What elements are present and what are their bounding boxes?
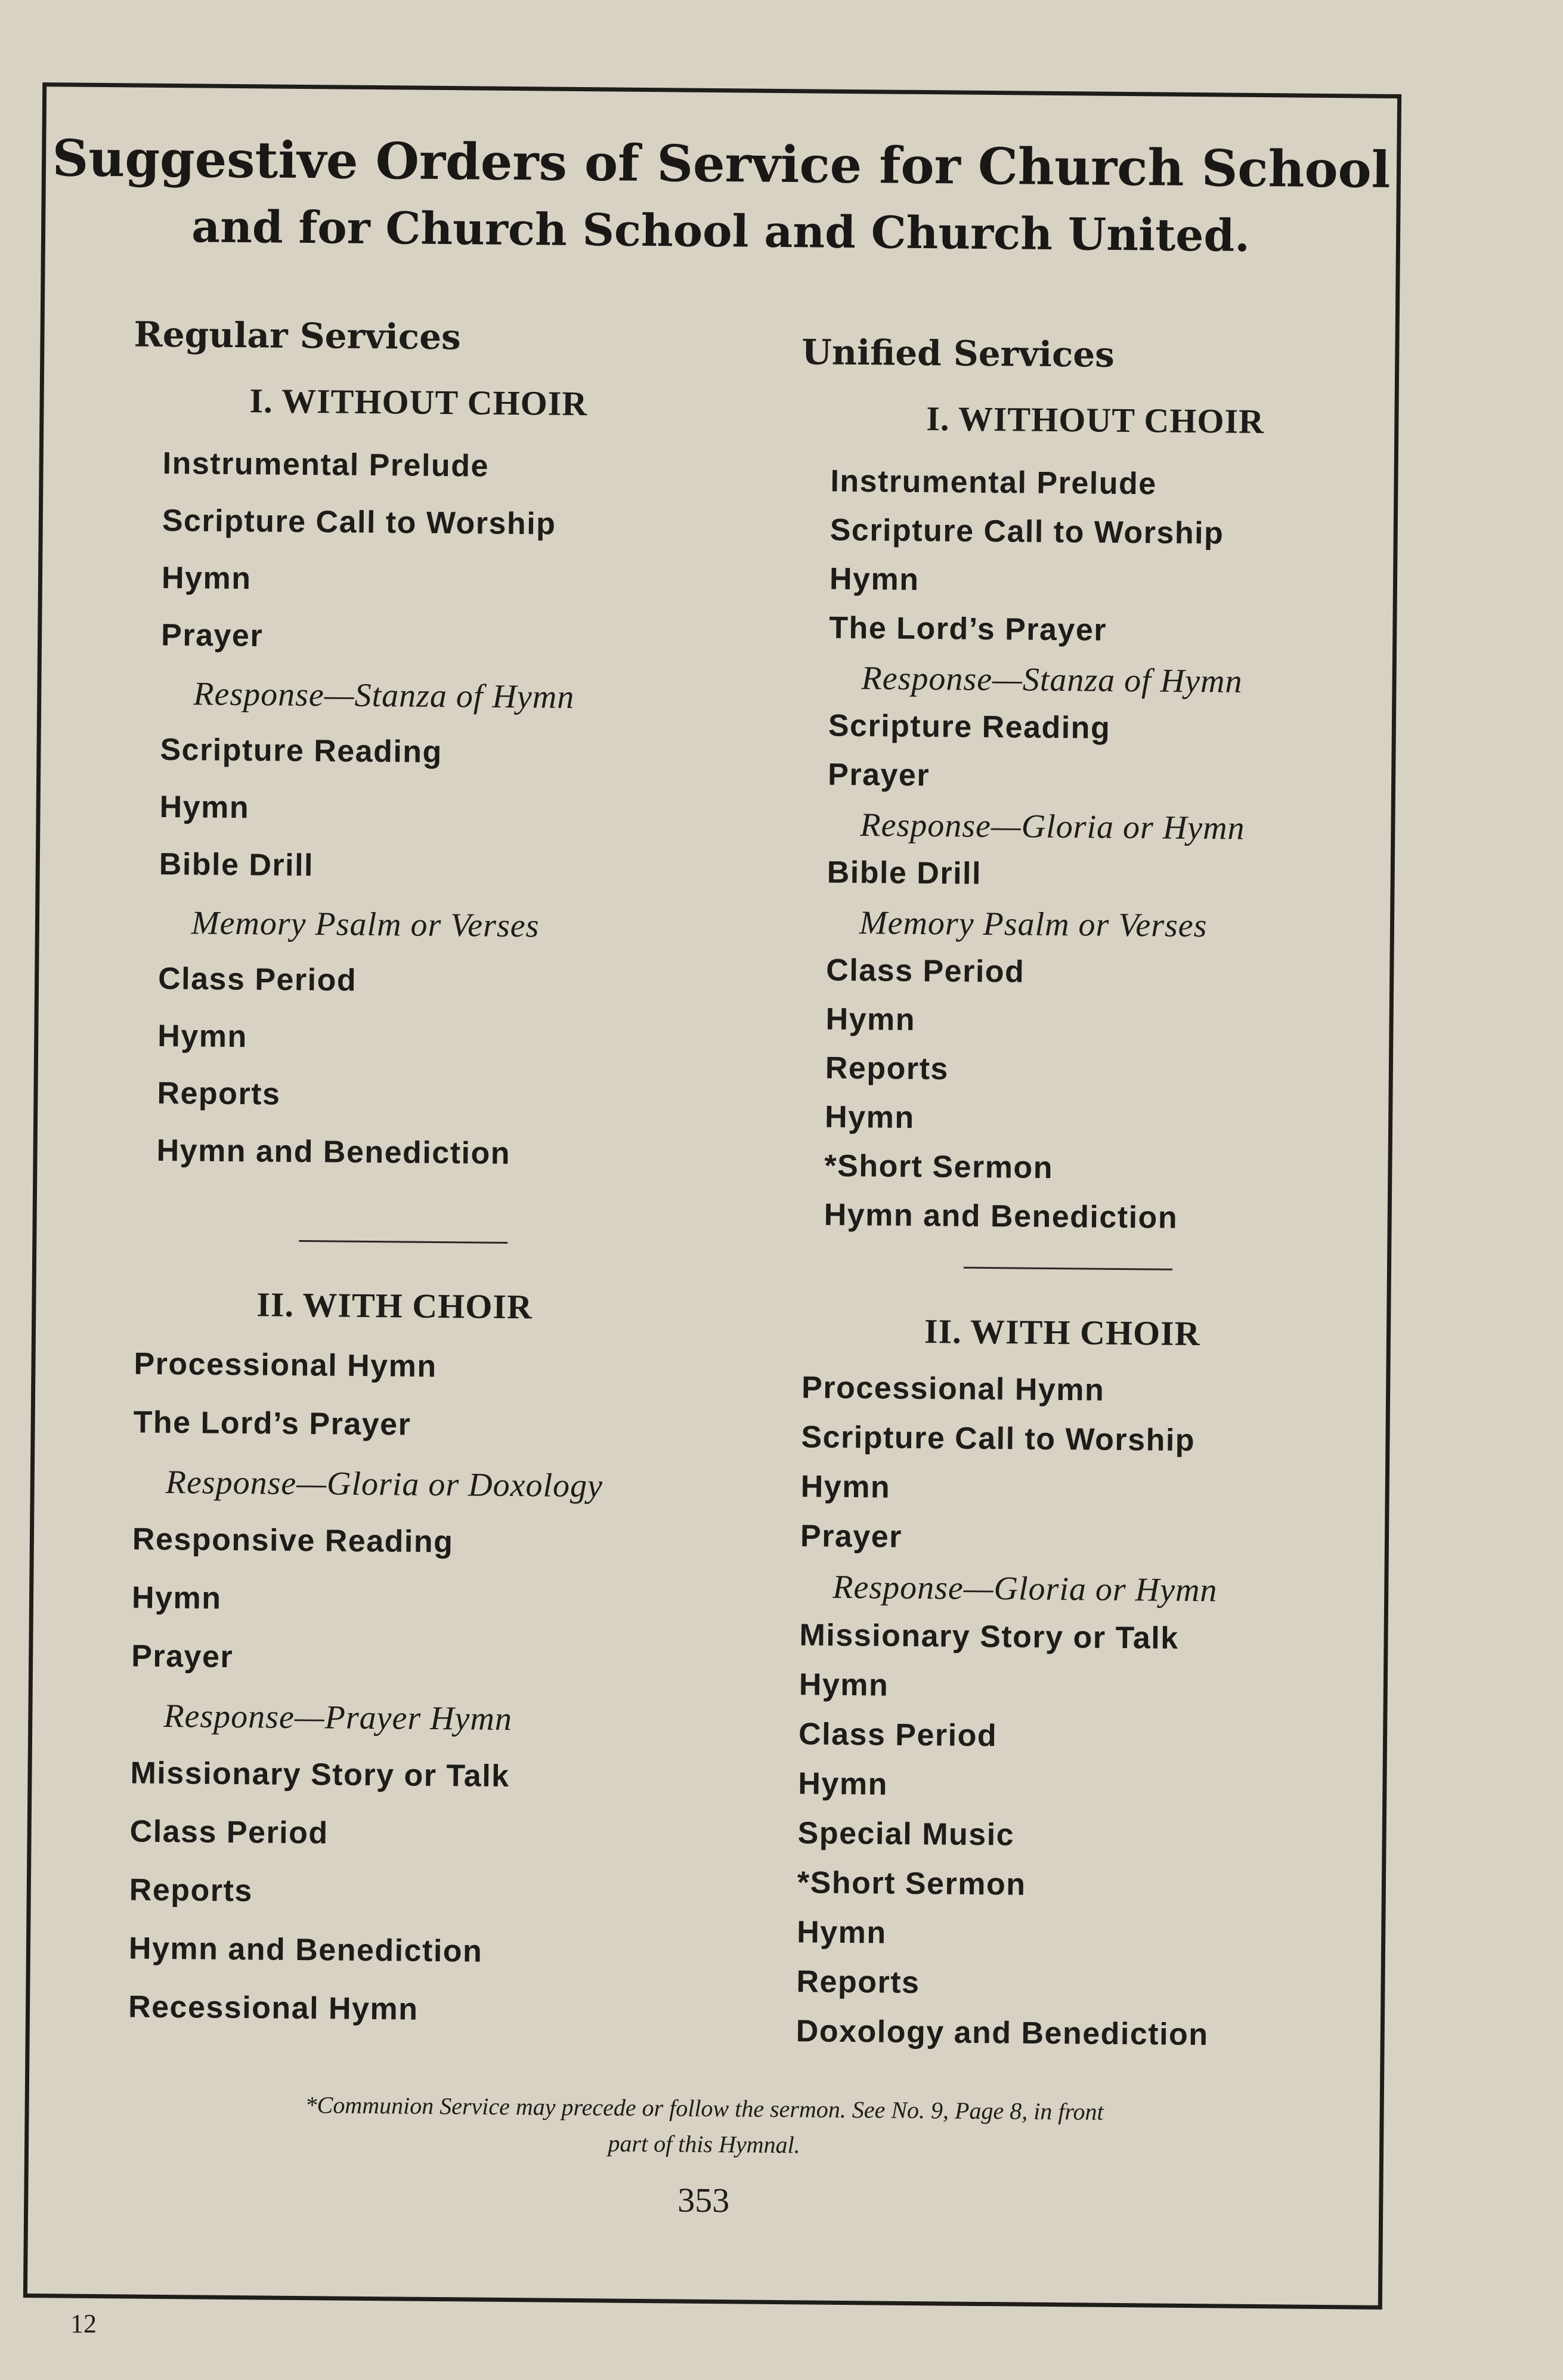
service-response: Response—Stanza of Hymn — [193, 675, 575, 716]
service-item: Processional Hymn — [801, 1370, 1105, 1408]
service-item: Doxology and Benediction — [796, 2014, 1209, 2053]
page-number: 353 — [677, 2180, 730, 2220]
service-item: The Lord’s Prayer — [133, 1405, 411, 1442]
unified-without-choir-heading: I. WITHOUT CHOIR — [926, 399, 1265, 441]
service-item: Special Music — [797, 1816, 1015, 1853]
service-item: Reports — [129, 1872, 253, 1909]
service-item: Hymn — [824, 1099, 915, 1135]
service-item: Hymn and Benediction — [128, 1931, 483, 1969]
service-item: Prayer — [800, 1519, 903, 1554]
unified-services-heading: Unified Services — [801, 332, 1115, 375]
service-item: *Short Sermon — [797, 1865, 1026, 1902]
service-item: Bible Drill — [159, 846, 314, 883]
service-item: Hymn — [825, 1002, 916, 1037]
service-response: Memory Psalm or Verses — [191, 904, 540, 945]
service-item: Recessional Hymn — [128, 1989, 419, 2027]
service-response: Response—Stanza of Hymn — [861, 660, 1243, 700]
divider — [299, 1240, 507, 1244]
service-item: Prayer — [160, 617, 264, 654]
service-item: Hymn — [159, 789, 250, 826]
service-item: Bible Drill — [827, 855, 982, 891]
service-item: Responsive Reading — [132, 1522, 454, 1560]
divider — [964, 1267, 1172, 1271]
unified-with-choir-heading: II. WITH CHOIR — [924, 1312, 1200, 1353]
service-item: Hymn — [798, 1766, 889, 1802]
service-item: Hymn — [800, 1469, 891, 1505]
footnote-line: part of this Hymnal. — [608, 2129, 800, 2159]
service-item: Missionary Story or Talk — [130, 1755, 510, 1794]
service-item: Hymn — [798, 1667, 889, 1703]
service-item: Missionary Story or Talk — [799, 1618, 1179, 1656]
service-item: Instrumental Prelude — [830, 463, 1157, 502]
page-frame — [23, 82, 1401, 2310]
service-item: Scripture Reading — [828, 708, 1111, 746]
service-item: Hymn and Benediction — [156, 1133, 511, 1172]
service-item: Processional Hymn — [134, 1346, 437, 1384]
service-response: Response—Gloria or Hymn — [832, 1568, 1218, 1609]
service-item: Instrumental Prelude — [162, 446, 490, 484]
service-item: Hymn — [157, 1018, 248, 1055]
service-item: Class Period — [157, 961, 357, 998]
regular-without-choir-heading: I. WITHOUT CHOIR — [249, 381, 588, 424]
service-item: Reports — [157, 1075, 281, 1112]
service-item: Hymn — [161, 560, 252, 596]
service-item: Prayer — [131, 1639, 234, 1675]
page-subtitle: and for Church School and Church United. — [191, 201, 1251, 262]
service-item: *Short Sermon — [824, 1148, 1054, 1185]
regular-with-choir-heading: II. WITH CHOIR — [256, 1285, 533, 1327]
service-item: Hymn — [796, 1915, 887, 1951]
footnote-line: *Communion Service may precede or follow the sermon. See No. 9, Page 8, in front — [305, 2091, 1104, 2125]
service-item: Scripture Reading — [160, 732, 443, 770]
footnote — [29, 2085, 1380, 2168]
service-item: Scripture Call to Worship — [162, 503, 556, 542]
service-item: Prayer — [827, 757, 930, 793]
page-title: Suggestive Orders of Service for Church School — [52, 128, 1391, 199]
service-item: The Lord’s Prayer — [829, 610, 1107, 648]
service-response: Memory Psalm or Verses — [859, 904, 1208, 945]
service-item: Class Period — [129, 1814, 329, 1851]
service-item: Hymn — [131, 1580, 222, 1616]
service-item: Class Period — [798, 1717, 998, 1754]
service-response: Response—Gloria or Hymn — [860, 806, 1245, 847]
corner-number: 12 — [70, 2309, 97, 2338]
service-response: Response—Gloria or Doxology — [165, 1464, 603, 1505]
service-item: Reports — [796, 1964, 920, 2001]
regular-services-heading: Regular Services — [134, 314, 461, 358]
service-item: Scripture Call to Worship — [830, 512, 1224, 551]
service-item: Scripture Call to Worship — [801, 1420, 1196, 1458]
service-item: Hymn and Benediction — [824, 1197, 1178, 1235]
service-item: Class Period — [826, 953, 1025, 990]
service-response: Response—Prayer Hymn — [163, 1698, 513, 1738]
service-item: Reports — [825, 1050, 949, 1087]
service-item: Hymn — [829, 561, 920, 597]
